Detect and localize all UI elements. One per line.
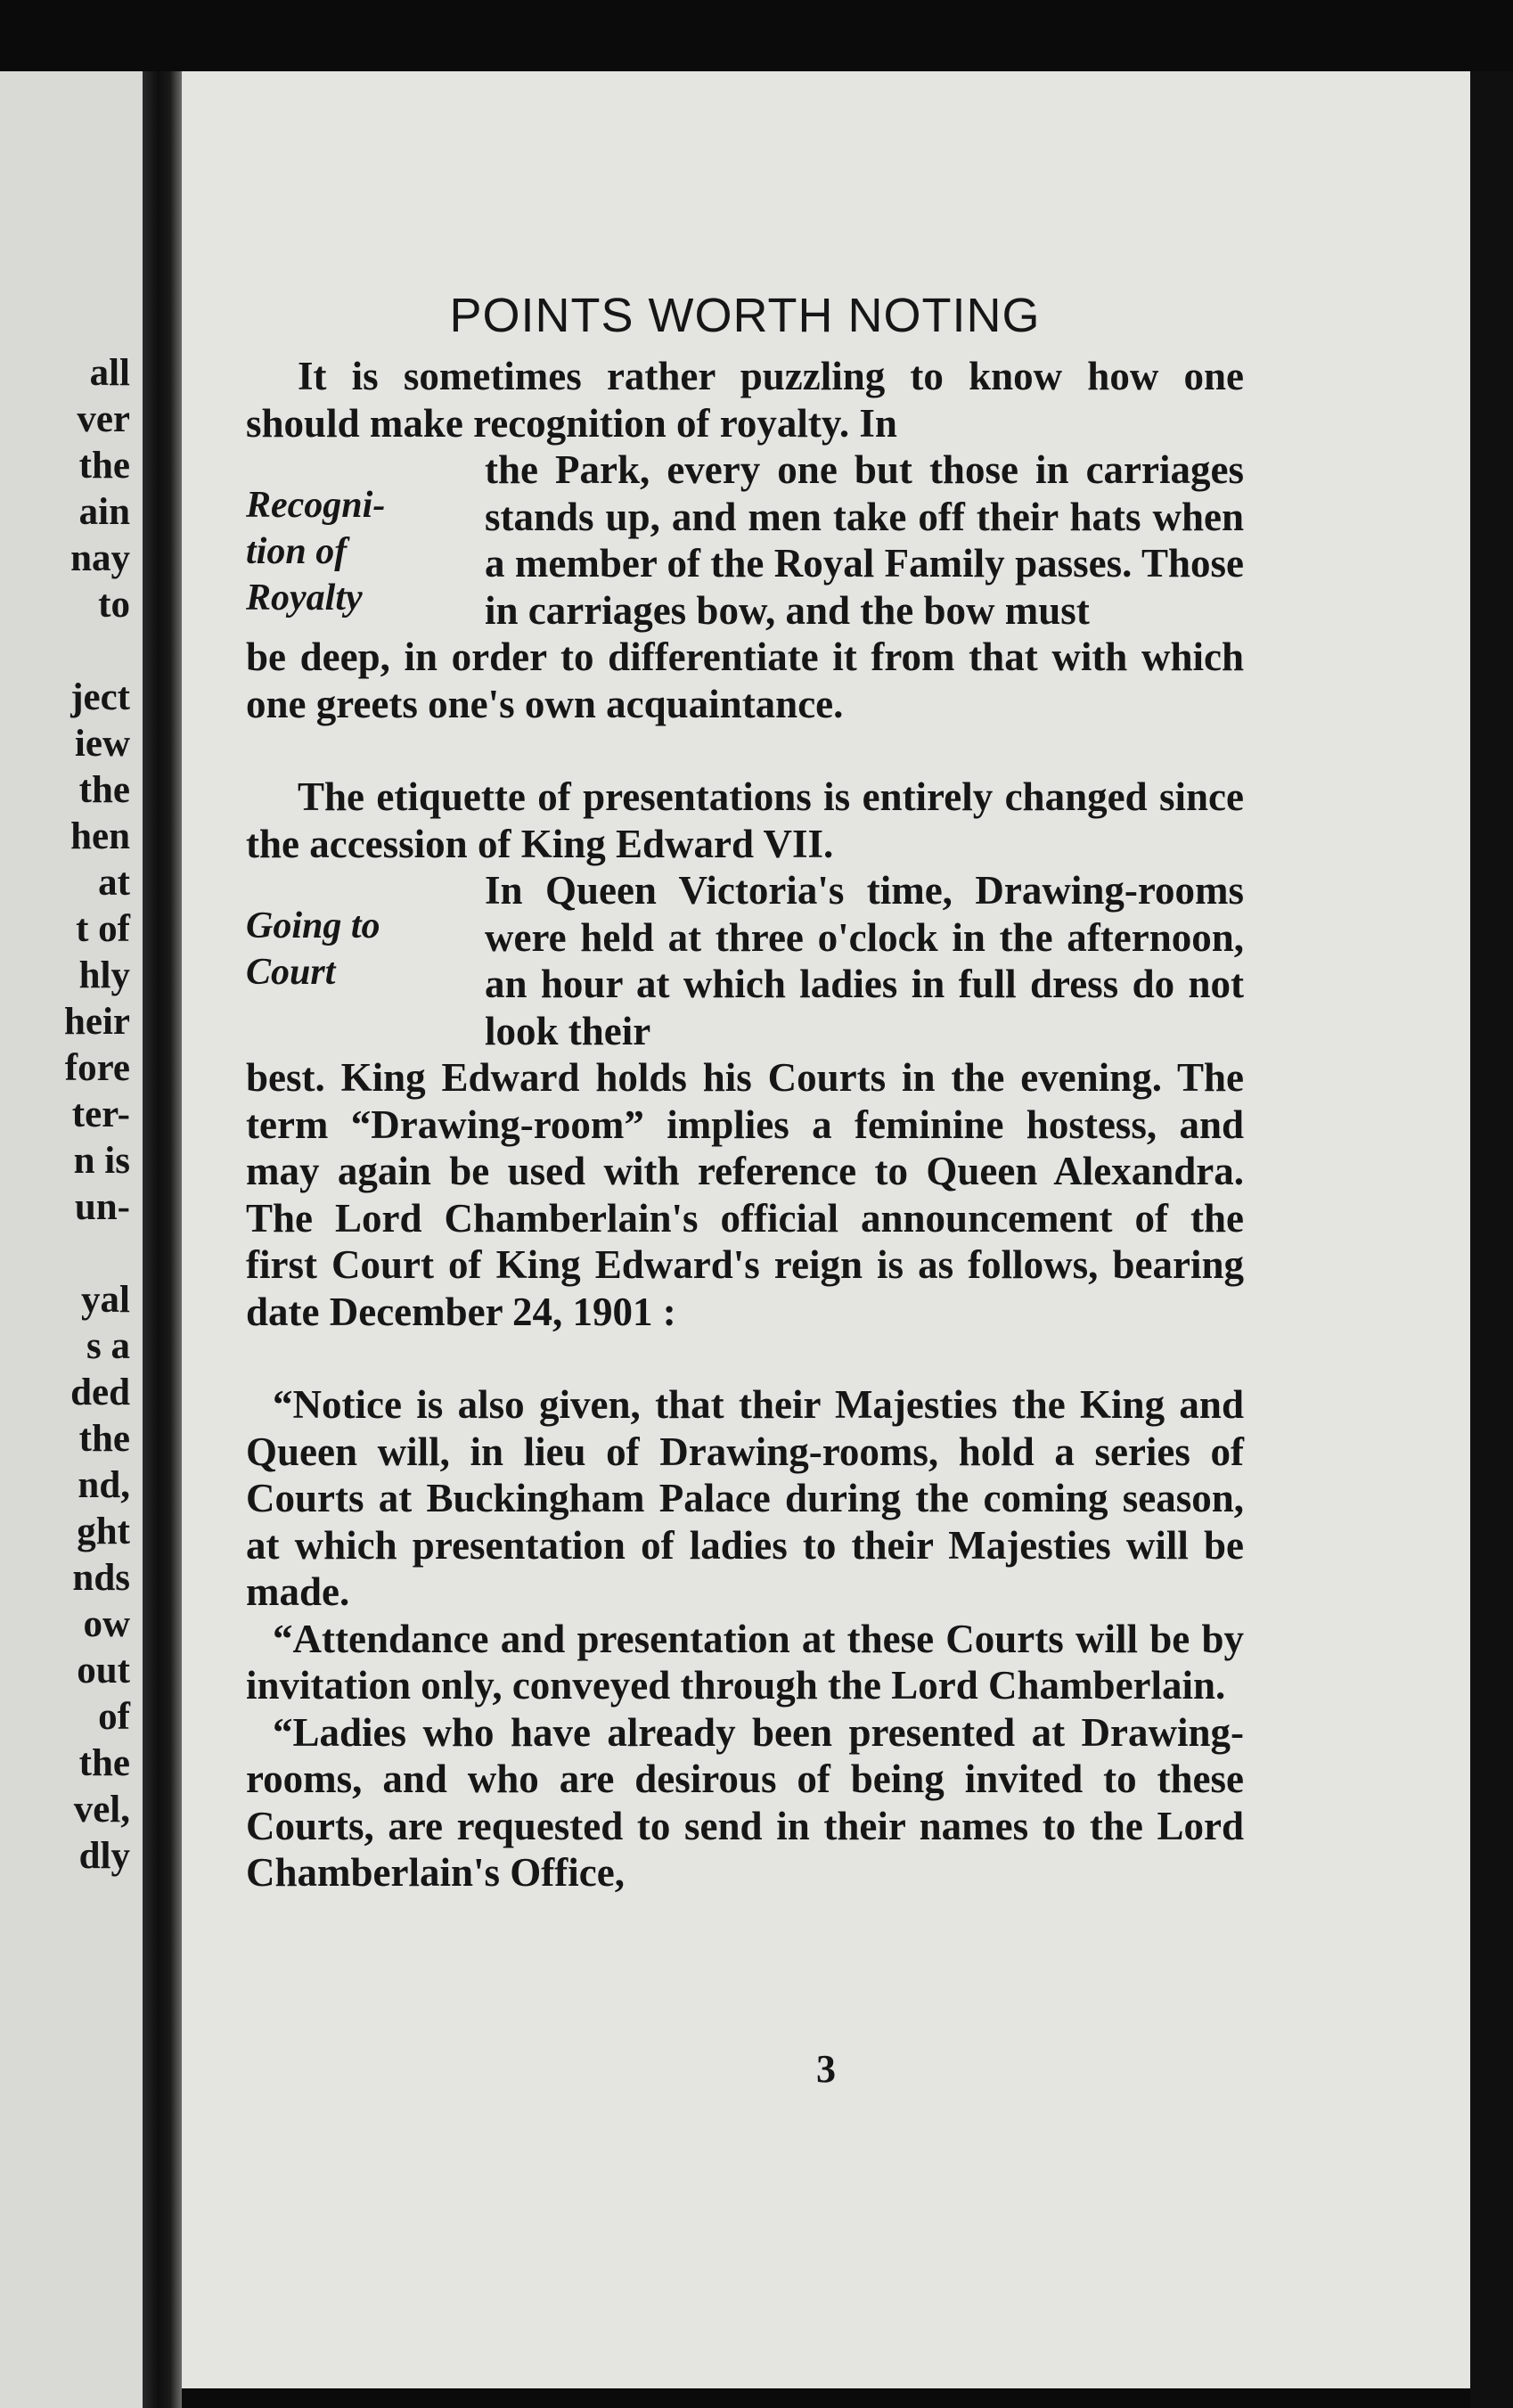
left-page-fragment (0, 71, 143, 2408)
sidenote-recognition-of-royalty (246, 482, 442, 621)
page-edge-shadow (1470, 71, 1513, 2408)
left-page-fragment-line: the (78, 445, 130, 487)
section1-inset-text: the Park, every one but those in carriages stands up, and men take off their hats when a member of the Royal Family passes. Those in carriages bow, and the bow must (485, 447, 1244, 633)
left-page-fragment-line: nd, (78, 1464, 130, 1506)
left-page-line-endings (64, 350, 130, 1880)
sidenote-line: Recogni- (246, 485, 386, 526)
sidenote-line: Royalty (246, 577, 363, 618)
left-page-fragment-line: ded (70, 1372, 130, 1413)
left-page-fragment-line: all (89, 352, 130, 394)
paragraph-gap (246, 727, 1244, 774)
page-number: 3 (816, 2047, 836, 2091)
section2-inset-text: In Queen Victoria's time, Drawing-rooms were held at three o'clock in the afternoon, an hour at which ladies in full dress do not look their (485, 868, 1244, 1053)
left-page-fragment-line: s a (86, 1325, 130, 1367)
section1-sidenote-block (246, 446, 1244, 634)
section2-sidenote-block (246, 867, 1244, 1054)
quote-paragraph-2: “Attendance and presentation at these Courts will be by invitation only, conveyed through the Lord Chamberlain. (246, 1616, 1244, 1708)
left-page-fragment-line: the (78, 1742, 130, 1784)
section-going-to-court (246, 774, 1244, 1335)
lord-chamberlain-notice-quote (246, 1381, 1244, 1896)
left-page-fragment-line: fore (64, 1047, 130, 1089)
left-page-fragment-line: n is (73, 1140, 130, 1182)
left-page-fragment-line: out (77, 1650, 130, 1691)
sidenote-line: Court (246, 952, 336, 993)
left-page-fragment-line: to (98, 584, 130, 626)
left-page-fragment-line: ain (78, 491, 130, 533)
sidenote-line: tion of (246, 531, 348, 572)
left-page-fragment-line: vel, (73, 1789, 130, 1831)
left-page-fragment-line: ver (77, 398, 130, 440)
page-content (246, 283, 1244, 1896)
left-page-fragment-line (64, 628, 130, 675)
left-page-fragment-line: un- (74, 1186, 130, 1228)
section-recognition-of-royalty (246, 353, 1244, 727)
left-page-fragment-line: ow (83, 1603, 130, 1645)
book-gutter (143, 71, 182, 2408)
left-page-fragment-line (64, 1231, 130, 1277)
section1-outro: be deep, in order to differentiate it from that with which one greets one's own acquaintance. (246, 635, 1244, 726)
left-page-fragment-line: t of (76, 908, 130, 950)
left-page-fragment-line: dly (78, 1835, 130, 1877)
left-page-fragment-line: nay (70, 537, 130, 579)
left-page-fragment-line: iew (74, 723, 130, 765)
left-page-fragment-line: heir (63, 1001, 130, 1043)
left-page-fragment-line: ght (77, 1511, 130, 1552)
left-page-fragment-line: the (78, 1418, 130, 1460)
section1-intro: It is sometimes rather puzzling to know how one should make recognition of royalty. In (246, 354, 1244, 446)
left-page-fragment-line: ter- (71, 1093, 130, 1135)
left-page-fragment-line: yal (81, 1279, 130, 1321)
page-heading: POINTS WORTH NOTING (449, 289, 1041, 342)
section2-outro: best. King Edward holds his Courts in the evening. The term “Drawing-room” implies a feminine hostess, and may again be used with reference to Queen Alexandra. The Lord Chamberlain's official announcement of the first Court of King Edward's reign is as follows, bearing date December 24, 1901 : (246, 1055, 1244, 1334)
quote-paragraph-1: “Notice is also given, that their Majesties the King and Queen will, in lieu of Drawing-rooms, hold a series of Courts at Buckingham Palace during the coming season, at which presentation of ladies to their Majesties will be made. (246, 1382, 1244, 1614)
left-page-fragment-line: nds (72, 1557, 130, 1599)
sidenote-going-to-court (246, 903, 442, 995)
section2-intro: The etiquette of presentations is entirely changed since the accession of King Edward VII. (246, 774, 1244, 866)
left-page-fragment-line: of (98, 1696, 130, 1738)
left-page-fragment-line: hly (78, 954, 130, 996)
left-page-fragment-line: the (78, 769, 130, 811)
left-page-fragment-line: at (98, 862, 130, 904)
paragraph-gap (246, 1335, 1244, 1381)
quote-paragraph-3: “Ladies who have already been presented at Drawing-rooms, and who are desirous of being invited to these Courts, are requested to send in their names to the Lord Chamberlain's Office, (246, 1709, 1244, 1895)
left-page-fragment-line: ject (70, 676, 130, 718)
left-page-fragment-line: hen (70, 815, 130, 857)
sidenote-line: Going to (246, 905, 380, 946)
